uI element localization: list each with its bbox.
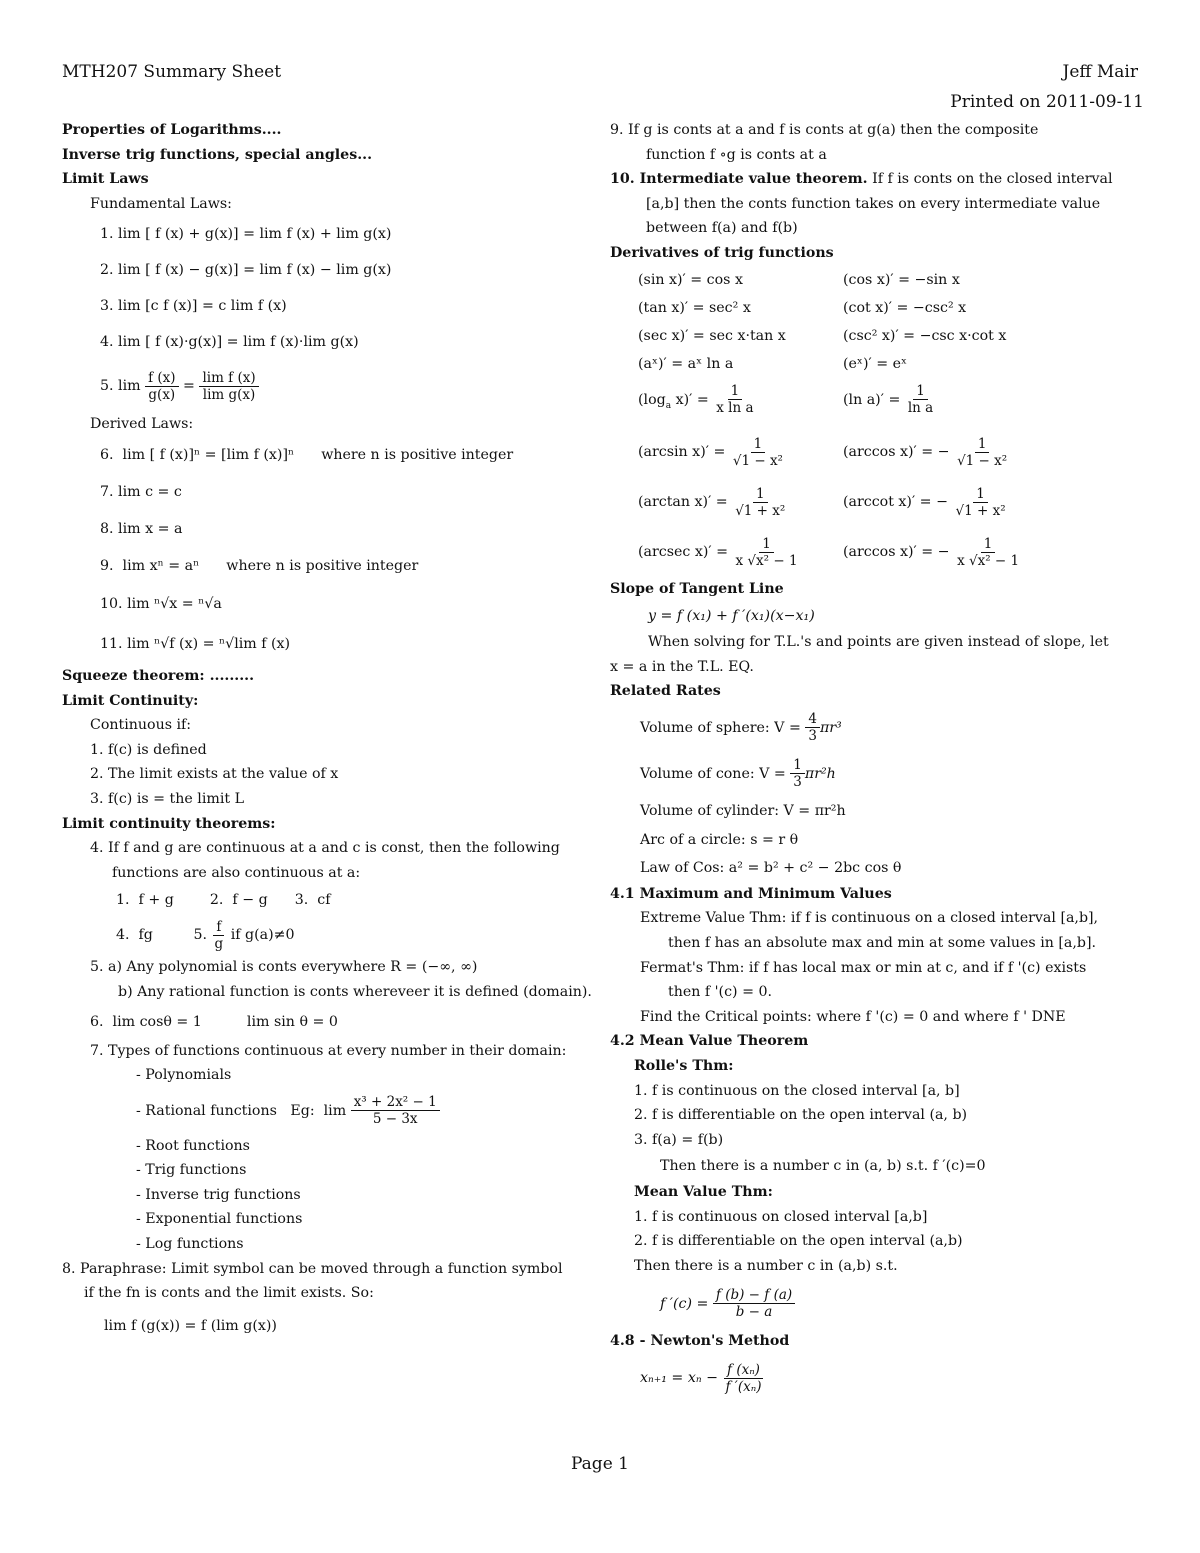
arctan-label: (arctan x)′ = xyxy=(638,494,728,511)
point-10-line: between f(a) and f(b) xyxy=(646,220,798,237)
heading-limit-laws: Limit Laws xyxy=(62,171,149,188)
point-9-line: function f ∘g is conts at a xyxy=(646,146,827,163)
log-a-den: x ln a xyxy=(716,400,754,417)
derived-law: 11. lim ⁿ√f (x) = ⁿ√lim f (x) xyxy=(100,635,291,652)
deriv-arcsec xyxy=(610,527,843,577)
arccos-label: (arccos x)′ = − xyxy=(843,444,950,461)
deriv-right: (eˣ)′ = eˣ xyxy=(843,355,908,372)
mvt-label: f ′(c) = xyxy=(660,1295,709,1312)
function-type: - Trig functions xyxy=(136,1162,247,1179)
derived-law: 10. lim ⁿ√x = ⁿ√a xyxy=(100,595,222,612)
ln-a-fraction xyxy=(905,383,936,416)
arctan-den: √1 + x² xyxy=(735,502,786,519)
cone-den: 3 xyxy=(793,774,802,791)
critical-points: Find the Critical points: where f '(c) = 0 and where f ' DNE xyxy=(640,1008,1066,1025)
ops2-fraction xyxy=(212,919,227,952)
page-number: Page 1 xyxy=(571,1454,629,1474)
arccot-label: (arccot x)′ = − xyxy=(843,494,948,511)
deriv-left: (sin x)′ = cos x xyxy=(638,271,743,288)
heading-related-rates: Related Rates xyxy=(610,683,721,700)
arccos2-fraction xyxy=(954,536,1022,569)
arcsin-num: 1 xyxy=(751,436,766,453)
heading-continuity-theorems: Limit continuity theorems: xyxy=(62,815,276,832)
arctan-num: 1 xyxy=(753,486,768,503)
heading-squeeze: Squeeze theorem: ......... xyxy=(62,667,255,684)
sphere-volume xyxy=(610,704,1150,752)
derived-law: 6. lim [ f (x)]ⁿ = [lim f (x)]ⁿ where n is positive integer xyxy=(100,446,514,463)
tangent-note: When solving for T.L.'s and points are given instead of slope, let xyxy=(648,633,1109,650)
rolle-item: 2. f is differentiable on the open interval (a, b) xyxy=(634,1107,968,1124)
arcsin-label: (arcsin x)′ = xyxy=(638,444,726,461)
newton-label: xₙ₊₁ = xₙ − xyxy=(640,1370,718,1387)
law5-rhs-fraction xyxy=(199,370,258,403)
arccos-fraction xyxy=(954,436,1010,469)
fundamental-laws-label: Fundamental Laws: xyxy=(90,195,232,212)
ops2-condition: if g(a)≠0 xyxy=(230,927,295,944)
deriv-arccos xyxy=(843,427,1123,477)
fermat-line: Fermat's Thm: if f has local max or min at c, and if f '(c) exists xyxy=(640,959,1087,976)
mvt-den: b − a xyxy=(735,1304,773,1321)
ln-a-den: ln a xyxy=(907,400,934,417)
sphere-label: Volume of sphere: V = xyxy=(640,719,801,736)
continuity-item: 1. f(c) is defined xyxy=(90,741,207,758)
rational-den: 5 − 3x xyxy=(372,1111,418,1128)
arccos2-num: 1 xyxy=(981,536,996,553)
evt-line: Extreme Value Thm: if f is continuous on a closed interval [a,b], xyxy=(640,910,1099,927)
theorem-4-line: 4. If f and g are continuous at a and c is const, then the following xyxy=(90,840,560,857)
deriv-left: (aˣ)′ = aˣ ln a xyxy=(638,355,734,372)
ln-a-num: 1 xyxy=(913,383,928,400)
heading-tangent: Slope of Tangent Line xyxy=(610,581,784,598)
log-a-num: 1 xyxy=(728,383,743,400)
ops2-den: g xyxy=(214,935,224,952)
sphere-fraction xyxy=(805,711,820,744)
theorem-4-ops: 1. f + g 2. f − g 3. cf xyxy=(116,892,331,909)
deriv-row xyxy=(610,350,1150,378)
ln-a-label: (ln a)′ = xyxy=(843,391,901,408)
theorem-5-line: b) Any rational function is conts whereveer it is defined (domain). xyxy=(118,983,592,1000)
deriv-right: (cos x)′ = −sin x xyxy=(843,271,960,288)
deriv-ln-a xyxy=(843,378,1123,428)
function-type: - Exponential functions xyxy=(136,1211,303,1228)
law5-den: g(x) xyxy=(148,386,176,403)
paraphrase-line: 8. Paraphrase: Limit symbol can be moved through a function symbol xyxy=(62,1260,563,1277)
heading-logs: Properties of Logarithms.... xyxy=(62,122,282,138)
continuous-if-label: Continuous if: xyxy=(90,717,192,734)
fundamental-law: 4. lim [ f (x)·g(x)] = lim f (x)·lim g(x) xyxy=(100,334,359,351)
mvt-item: 2. f is differentiable on the open interval (a,b) xyxy=(634,1233,963,1250)
tangent-equation: y = f (x₁) + f ′(x₁)(x−x₁) xyxy=(648,607,815,624)
arccos-num: 1 xyxy=(975,436,990,453)
arcsec-num: 1 xyxy=(759,536,774,553)
point-10-line xyxy=(610,167,1150,192)
derived-law: 7. lim c = c xyxy=(100,483,182,500)
theorem-4-line: functions are also continuous at a: xyxy=(112,864,361,881)
theorem-7-line: 7. Types of functions continuous at every number in their domain: xyxy=(90,1042,567,1059)
deriv-log-a xyxy=(610,378,843,428)
sphere-den: 3 xyxy=(808,728,817,745)
function-type: - Polynomials xyxy=(136,1067,232,1084)
mvt-item: 1. f is continuous on closed interval [a,b] xyxy=(634,1208,928,1225)
rolle-item: 3. f(a) = f(b) xyxy=(634,1131,724,1148)
log-a-fraction xyxy=(713,383,756,416)
arcsec-den: x √x² − 1 xyxy=(735,552,798,569)
arccos-den: √1 − x² xyxy=(957,452,1008,469)
arcsec-fraction xyxy=(733,536,801,569)
fundamental-law: 3. lim [c f (x)] = c lim f (x) xyxy=(100,298,287,315)
law5-rhs-num: lim f (x) xyxy=(199,370,258,387)
heading-limit-continuity: Limit Continuity: xyxy=(62,692,199,709)
deriv-arctan xyxy=(610,477,843,527)
ops2-num: f xyxy=(213,919,224,936)
cone-fraction xyxy=(790,757,805,790)
deriv-row xyxy=(610,266,1150,294)
law-of-cosines: Law of Cos: a² = b² + c² − 2bc cos θ xyxy=(640,859,902,876)
newton-fraction xyxy=(723,1362,765,1395)
heading-inverse-trig: Inverse trig functions, special angles... xyxy=(62,146,373,163)
ivt-title: 10. Intermediate value theorem. xyxy=(610,171,868,188)
tangent-note: x = a in the T.L. EQ. xyxy=(610,658,754,675)
heading-4-8: 4.8 - Newton's Method xyxy=(610,1332,790,1349)
deriv-row-arcsec xyxy=(610,527,1150,577)
rational-fraction xyxy=(351,1094,440,1127)
fermat-line: then f '(c) = 0. xyxy=(668,984,773,1001)
newton-den: f ′(xₙ) xyxy=(725,1378,762,1395)
arccos2-den: x √x² − 1 xyxy=(957,552,1020,569)
function-type: - Root functions xyxy=(136,1137,250,1154)
log-a-label: (log xyxy=(638,391,666,408)
arcsin-den: √1 − x² xyxy=(732,452,783,469)
function-type: - Inverse trig functions xyxy=(136,1186,301,1203)
sphere-num: 4 xyxy=(805,711,820,728)
fundamental-law: 2. lim [ f (x) − g(x)] = lim f (x) − lim g(x) xyxy=(100,262,392,279)
point-10-line: [a,b] then the conts function takes on every intermediate value xyxy=(646,195,1101,212)
arccot-fraction xyxy=(953,486,1009,519)
deriv-row xyxy=(610,322,1150,350)
left-column xyxy=(62,118,592,1346)
ivt-text: If f is conts on the closed interval xyxy=(867,171,1113,188)
heading-mvt: Mean Value Thm: xyxy=(634,1184,773,1201)
log-base: a xyxy=(665,400,672,411)
rational-prefix: - Rational functions Eg: lim xyxy=(136,1102,347,1119)
document-title: MTH207 Summary Sheet xyxy=(62,62,282,82)
deriv-row xyxy=(610,294,1150,322)
deriv-row-log xyxy=(610,378,1150,428)
paraphrase-line: if the fn is conts and the limit exists. So: xyxy=(84,1285,374,1302)
cylinder-volume: Volume of cylinder: V = πr²h xyxy=(640,802,846,819)
law5-rhs-den: lim g(x) xyxy=(202,386,256,403)
function-type: - Log functions xyxy=(136,1236,244,1253)
evt-line: then f has an absolute max and min at some values in [a,b]. xyxy=(668,934,1097,951)
ops2-prefix: 4. fg 5. xyxy=(116,927,208,944)
derived-law: 8. lim x = a xyxy=(100,520,183,537)
arccot-den: √1 + x² xyxy=(955,502,1006,519)
fundamental-law-5: 5. lim $\frac{f (x)}{g(x)}$ = $\frac{\text{lim f (x)}}{\text{lim g(x)}}$ xyxy=(62,360,592,412)
heading-rolle: Rolle's Thm: xyxy=(634,1057,734,1074)
deriv-arccot xyxy=(843,477,1123,527)
deriv-row-arctan xyxy=(610,477,1150,527)
printed-date: Printed on 2011-09-11 xyxy=(950,92,1144,112)
theorem-6-line: 6. lim cosθ = 1 lim sin θ = 0 xyxy=(90,1013,338,1030)
rolle-conclusion: Then there is a number c in (a, b) s.t. f ′(c)=0 xyxy=(660,1158,986,1175)
deriv-row-arcsin xyxy=(610,427,1150,477)
law5-num: f (x) xyxy=(145,370,178,387)
log-a-label-2: x)′ = xyxy=(671,391,709,408)
heading-trig-derivatives: Derivatives of trig functions xyxy=(610,244,834,261)
deriv-arccos-2 xyxy=(843,527,1123,577)
deriv-right: (csc² x)′ = −csc x·cot x xyxy=(843,327,1007,344)
point-9-line: 9. If g is conts at a and f is conts at g(a) then the composite xyxy=(610,122,1039,138)
arcsec-label: (arcsec x)′ = xyxy=(638,544,729,561)
derived-laws-label: Derived Laws: xyxy=(90,416,194,433)
arctan-fraction xyxy=(732,486,788,519)
arccos2-label: (arccos x)′ = − xyxy=(843,544,950,561)
rational-num: x³ + 2x² − 1 xyxy=(351,1094,440,1111)
arccot-num: 1 xyxy=(973,486,988,503)
author: Jeff Mair xyxy=(1062,62,1138,82)
theorem-4-ops-2 xyxy=(62,915,592,955)
continuity-item: 2. The limit exists at the value of x xyxy=(90,766,339,783)
mvt-formula xyxy=(610,1279,1150,1329)
mvt-num: f (b) − f (a) xyxy=(713,1287,795,1304)
law5-fraction xyxy=(145,370,178,403)
paraphrase-formula: lim f (g(x)) = f (lim g(x)) xyxy=(104,1317,277,1334)
cone-num: 1 xyxy=(790,757,805,774)
right-column xyxy=(610,118,1150,1403)
mvt-fraction xyxy=(713,1287,795,1320)
arc-length: Arc of a circle: s = r θ xyxy=(640,831,799,848)
heading-4-1: 4.1 Maximum and Minimum Values xyxy=(610,885,892,902)
cone-volume xyxy=(610,752,1150,796)
newton-formula xyxy=(610,1353,1150,1403)
rolle-item: 1. f is continuous on the closed interval [a, b] xyxy=(634,1082,960,1099)
fundamental-law: 1. lim [ f (x) + g(x)] = lim f (x) + lim g(x) xyxy=(100,226,392,243)
deriv-left: (sec x)′ = sec x·tan x xyxy=(638,327,786,344)
cone-rest: πr²h xyxy=(804,765,836,782)
law5-prefix: 5. lim xyxy=(100,378,141,395)
deriv-left: (tan x)′ = sec² x xyxy=(638,299,751,316)
newton-num: f (xₙ) xyxy=(724,1362,763,1379)
sphere-rest: πr³ xyxy=(819,719,842,736)
heading-4-2: 4.2 Mean Value Theorem xyxy=(610,1033,809,1050)
cone-label: Volume of cone: V = xyxy=(640,765,786,782)
mvt-conclusion: Then there is a number c in (a,b) s.t. xyxy=(634,1258,898,1275)
rational-example xyxy=(62,1088,592,1134)
derived-law: 9. lim xⁿ = aⁿ where n is positive integer xyxy=(100,557,419,574)
continuity-item: 3. f(c) is = the limit L xyxy=(90,790,244,807)
deriv-arcsin xyxy=(610,427,843,477)
arcsin-fraction xyxy=(730,436,786,469)
theorem-5-line: 5. a) Any polynomial is conts everywhere R = (−∞, ∞) xyxy=(90,959,478,976)
deriv-right: (cot x)′ = −csc² x xyxy=(843,299,967,316)
